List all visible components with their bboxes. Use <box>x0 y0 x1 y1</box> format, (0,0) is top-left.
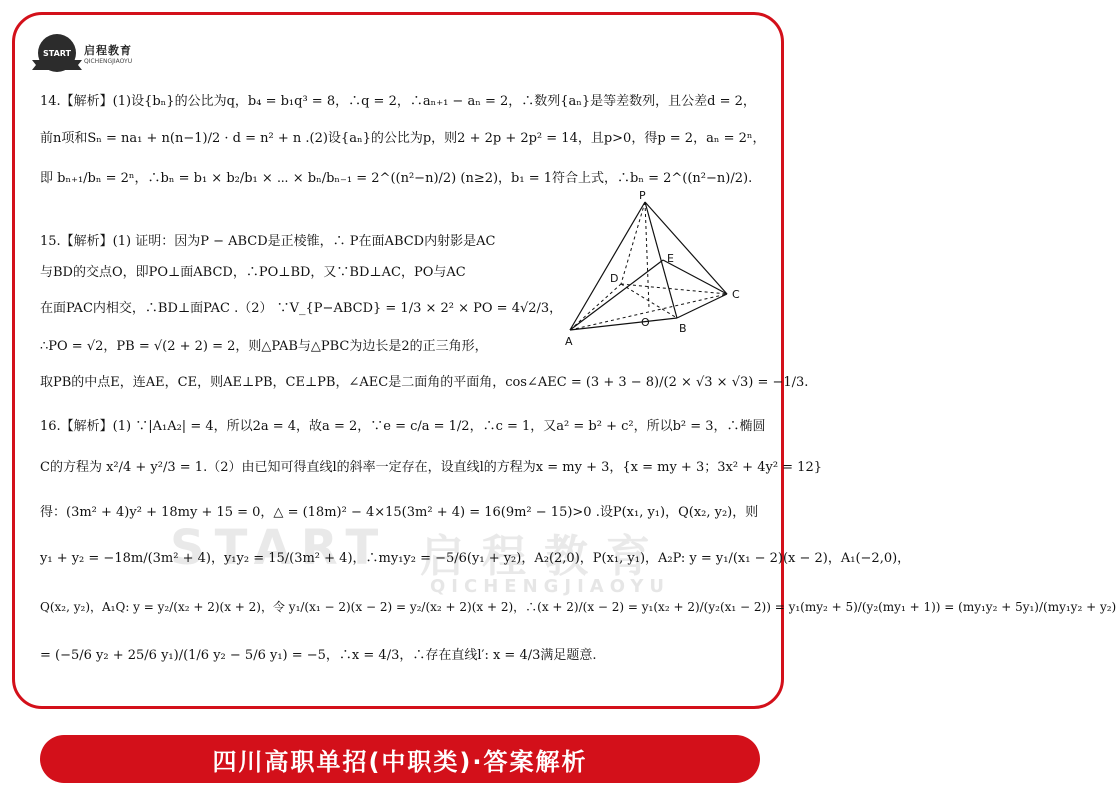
q16-line-6: = (−5/6 y₂ + 25/6 y₁)/(1/6 y₂ − 5/6 y₁) = −5，∴x = 4/3，∴存在直线l′: x = 4/3满足题意. <box>40 648 597 663</box>
q15-line-3: 在面PAC内相交，∴BD⊥面PAC .（2） ∵V_{P−ABCD} = 1/3 × 2² × PO = 4√2/3， <box>40 301 563 316</box>
q14-line-1: 14.【解析】(1)设{bₙ}的公比为q，b₄ = b₁q³ = 8，∴q = 2，∴aₙ₊₁ − aₙ = 2，∴数列{aₙ}是等差数列，且公差d = 2， <box>40 93 756 109</box>
watermark-pinyin: QICHENGJIAOYU <box>430 576 671 597</box>
logo-badge: START <box>38 34 76 72</box>
label-P: P <box>639 189 646 202</box>
label-A: A <box>565 335 573 348</box>
edge-AD <box>570 284 621 330</box>
q15-line-5: 取PB的中点E，连AE，CE，则AE⊥PB，CE⊥PB，∠AEC是二面角的平面角，cos∠AEC = (3 + 3 − 8)/(2 × √3 × √3) = −1/3. <box>40 375 809 390</box>
edge-AB <box>570 318 677 330</box>
edge-BC <box>677 294 727 318</box>
logo-name-cn: 启程教育 <box>84 44 132 57</box>
q16-solution <box>40 410 1116 682</box>
height-PO <box>645 202 649 308</box>
q14-line-2: 前n项和Sₙ = na₁ + n(n−1)/2 · d = n² + n .(2)设{aₙ}的公比为p，则2 + 2p + 2p² = 14，且p>0，得p = 2，aₙ = 2ⁿ， <box>40 131 766 146</box>
pyramid-figure <box>565 190 760 350</box>
label-O: O <box>641 316 650 329</box>
q16-line-1: 16.【解析】(1) ∵|A₁A₂| = 4，所以2a = 4，故a = 2，∵e = c/a = 1/2，∴c = 1，又a² = b² + c²，所以b² = 3，∴椭圆 <box>40 419 766 434</box>
label-E: E <box>667 252 674 265</box>
label-B: B <box>679 322 687 335</box>
q15-line-1: 15.【解析】(1) 证明：因为P − ABCD是正棱锥，∴ P在面ABCD内射影是AC <box>40 233 496 249</box>
q16-line-5: Q(x₂, y₂)，A₁Q: y = y₂/(x₂ + 2)(x + 2)，令 y₁/(x₁ − 2)(x − 2) = y₂/(x₂ + 2)(x + 2)，∴(x + 2)/(x − 2) = y₁(x₂ + 2)/(y₂(x₁ − 2)) = y₁(my₂ + 5)/(y₂(my₁ + 1)) = (my₁y₂ + 5y₁)/(my₁y₂ + y₂) <box>40 600 1116 614</box>
label-C: C <box>732 288 740 301</box>
q14-solution <box>40 86 766 197</box>
logo <box>38 34 148 78</box>
watermark-cn: 启程教育 <box>420 531 668 582</box>
label-D: D <box>610 272 619 285</box>
edge-PD <box>621 202 645 284</box>
q16-line-3: 得：(3m² + 4)y² + 18my + 15 = 0，△ = (18m)² − 4×15(3m² + 4) = 16(9m² − 15)>0 .设P(x₁, y₁)，Q(x₂, y₂)，则 <box>40 505 759 520</box>
q15-line-2: 与BD的交点O，即PO⊥面ABCD，∴PO⊥BD，又∵BD⊥AC，PO与AC <box>40 264 466 280</box>
watermark-en: START <box>170 520 389 576</box>
q16-line-4: y₁ + y₂ = −18m/(3m² + 4)，y₁y₂ = 15/(3m² + 4)，∴my₁y₂ = −5/6(y₁ + y₂)，A₂(2,0)，P(x₁, y₁)，A₂P: y = y₁/(x₁ − 2)(x − 2)，A₁(−2,0)， <box>40 551 911 566</box>
edge-EC <box>663 260 727 294</box>
q16-line-2: C的方程为 x²/4 + y²/3 = 1.（2）由已知可得直线l的斜率一定存在，设直线l的方程为x = my + 3，{x = my + 3；3x² + 4y² = 12} <box>40 460 822 475</box>
edge-PA <box>570 202 645 330</box>
q14-line-3: 即 bₙ₊₁/bₙ = 2ⁿ，∴bₙ = b₁ × b₂/b₁ × ⋯ × bₙ/bₙ₋₁ = 2^((n²−n)/2) (n≥2)，b₁ = 1符合上式，∴bₙ = 2^((n²−n)/2). <box>40 171 753 186</box>
logo-name-en: QICHENGJIAOYU <box>84 58 133 65</box>
q15-line-4: ∴PO = √2，PB = √(2 + 2) = 2，则△PAB与△PBC为边长是2的正三角形， <box>40 339 488 354</box>
footer-banner: 四川高职单招(中职类)·答案解析 <box>40 735 760 783</box>
